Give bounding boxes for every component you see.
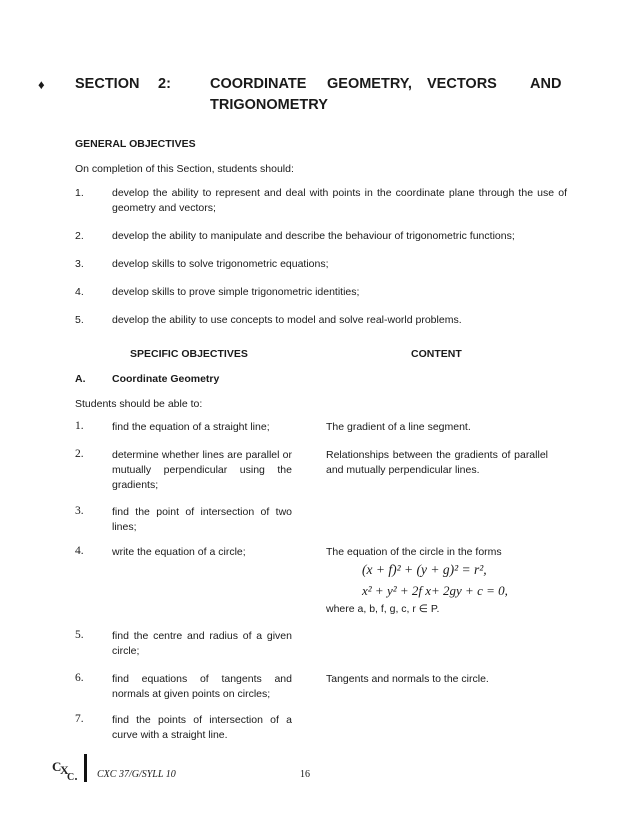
objective-text: determine whether lines are parallel or mutually perpendicular using the gradients; xyxy=(112,449,292,491)
circle-equation-where: where a, b, f, g, c, r ∈ P. xyxy=(326,603,440,615)
objective-number: 3. xyxy=(75,505,84,517)
general-objectives-heading: GENERAL OBJECTIVES xyxy=(75,138,196,150)
objective-content: The gradient of a line segment. xyxy=(326,421,471,433)
objective-text: find the equation of a straight line; xyxy=(112,421,270,433)
general-item-text: develop skills to solve trigonometric equations; xyxy=(112,258,329,270)
objective-content: The equation of the circle in the forms xyxy=(326,546,502,558)
section-title-word: GEOMETRY, xyxy=(327,76,412,92)
objective-number: 4. xyxy=(75,545,84,557)
footer-syllabus-code: CXC 37/G/SYLL 10 xyxy=(97,769,176,780)
subsection-title: Coordinate Geometry xyxy=(112,373,220,385)
section-heading xyxy=(38,76,568,113)
objective-text: find the centre and radius of a given circle; xyxy=(112,630,292,657)
general-item-number: 2. xyxy=(75,230,84,242)
svg-text:C: C xyxy=(52,759,62,774)
objective-number: 7. xyxy=(75,713,84,725)
section-word: SECTION xyxy=(75,76,140,92)
objective-number: 5. xyxy=(75,629,84,641)
circle-equation-standard: (x + f)² + (y + g)² = r², xyxy=(362,562,487,577)
general-item-number: 5. xyxy=(75,314,84,326)
objective-text: find the points of intersection of a curve with a straight line. xyxy=(112,714,292,741)
general-item-number: 4. xyxy=(75,286,84,298)
section-title-word: VECTORS xyxy=(427,76,497,92)
objective-text: find the point of intersection of two lines; xyxy=(112,506,292,533)
objective-text: write the equation of a circle; xyxy=(112,546,246,558)
section-title-line2: TRIGONOMETRY xyxy=(210,97,328,113)
circle-equation-general: x² + y² + 2f x+ 2gy + c = 0, xyxy=(362,583,508,598)
objective-content: Tangents and normals to the circle. xyxy=(326,673,489,685)
footer-divider xyxy=(84,754,87,782)
section-title-word: AND xyxy=(530,76,562,92)
subsection-intro: Students should be able to: xyxy=(75,398,203,410)
objective-number: 1. xyxy=(75,420,84,432)
general-item-text: develop the ability to represent and deal with points in the coordinate plane through the use of geometry and vectors; xyxy=(112,187,567,214)
general-item-text: develop the ability to manipulate and describe the behaviour of trigonometric functions; xyxy=(112,230,515,242)
general-item-number: 3. xyxy=(75,258,84,270)
objective-number: 6. xyxy=(75,672,84,684)
cxc-logo-icon xyxy=(52,758,80,782)
section-number: 2: xyxy=(158,76,171,92)
content-heading: CONTENT xyxy=(411,348,462,360)
objective-text: find equations of tangents and normals at given points on circles; xyxy=(112,673,292,700)
subsection-letter: A. xyxy=(75,373,86,385)
general-objectives-intro: On completion of this Section, students should: xyxy=(75,163,294,175)
objective-number: 2. xyxy=(75,448,84,460)
objective-content: Relationships between the gradients of parallel and mutually perpendicular lines. xyxy=(326,449,548,476)
general-item-text: develop the ability to use concepts to model and solve real-world problems. xyxy=(112,314,462,326)
diamond-bullet-icon: ♦ xyxy=(38,77,45,92)
section-title-word: COORDINATE xyxy=(210,76,307,92)
general-item-number: 1. xyxy=(75,187,84,199)
specific-objectives-heading: SPECIFIC OBJECTIVES xyxy=(130,348,248,360)
page-number: 16 xyxy=(300,769,310,780)
svg-text:X: X xyxy=(60,763,69,777)
general-item-text: develop skills to prove simple trigonometric identities; xyxy=(112,286,360,298)
svg-text:C: C xyxy=(67,772,75,782)
